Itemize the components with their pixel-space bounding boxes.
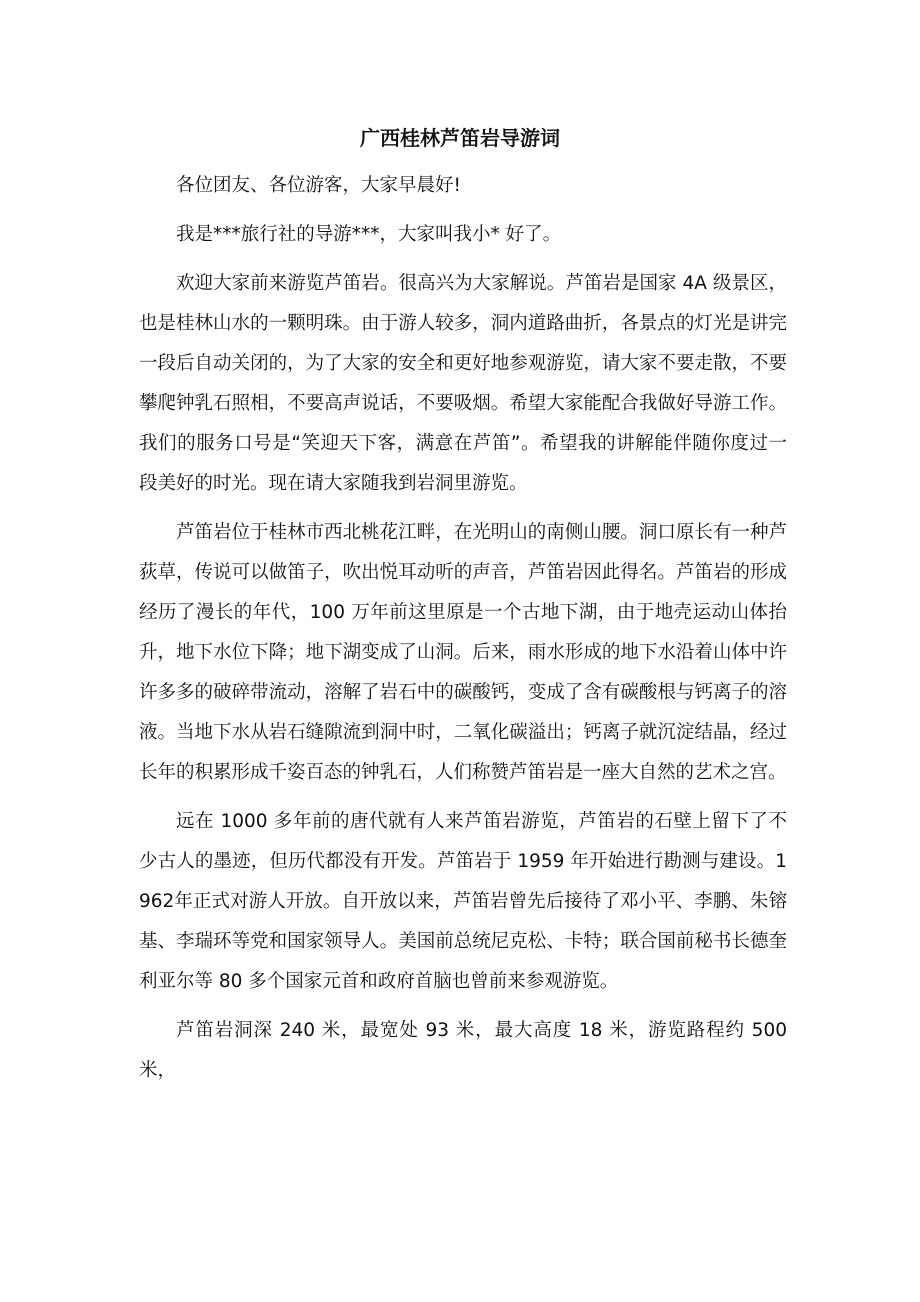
document-title: 广西桂林芦笛岩导游词	[360, 126, 560, 150]
paragraph-greeting: 各位团友、各位游客，大家早晨好!	[176, 175, 461, 196]
paragraph-location-formation: 芦笛岩位于桂林市西北桃花江畔，在光明山的南侧山腰。洞口原长有一种芦荻草，传说可以做笛子，吹出悦耳动听的声音，芦笛岩因此得名。芦笛岩的形成经历了漫长的年代，100 万年前这里原是一个古地下湖，由于地壳运动山体抬升，地下水位下降；地下湖变成了山洞。后来，雨水形成的地下水沿着山体中许许多多的破碎带流动，溶解了岩石中的碳酸钙，变成了含有碳酸根与钙离子的溶液。当地下水从岩石缝隙流到洞中时，二氧化碳溢出；钙离子就沉淀结晶，经过长年的积累形成千姿百态的钟乳石，人们称赞芦笛岩是一座大自然的艺术之宫。	[139, 522, 787, 783]
paragraph-dimensions: 芦笛岩洞深 240 米，最宽处 93 米，最大高度 18 米，游览路程约 500 米，	[139, 1020, 787, 1081]
paragraph-history: 远在 1000 多年前的唐代就有人来芦笛岩游览，芦笛岩的石壁上留下了不少古人的墨迹，但历代都没有开发。芦笛岩于 1959 年开始进行勘测与建设。1962年正式对游人开放。自开放以来，芦笛岩曾先后接待了邓小平、李鹏、朱镕基、李瑞环等党和国家领导人。美国前总统尼克松、卡特；联合国前秘书长德奎利亚尔等 80 多个国家元首和政府首脑也曾前来参观游览。	[139, 811, 787, 992]
paragraph-introduction: 我是***旅行社的导游***，大家叫我小* 好了。	[176, 224, 562, 245]
paragraph-welcome: 欢迎大家前来游览芦笛岩。很高兴为大家解说。芦笛岩是国家 4A 级景区，也是桂林山水的一颗明珠。由于游人较多，洞内道路曲折，各景点的灯光是讲完一段后自动关闭的，为了大家的安全和更好地参观游览，请大家不要走散，不要攀爬钟乳石照相，不要高声说话，不要吸烟。希望大家能配合我做好导游工作。我们的服务口号是“笑迎天下客，满意在芦笛”。希望我的讲解能伴随你度过一段美好的时光。现在请大家随我到岩洞里游览。	[139, 273, 787, 494]
document-body	[139, 166, 787, 1100]
